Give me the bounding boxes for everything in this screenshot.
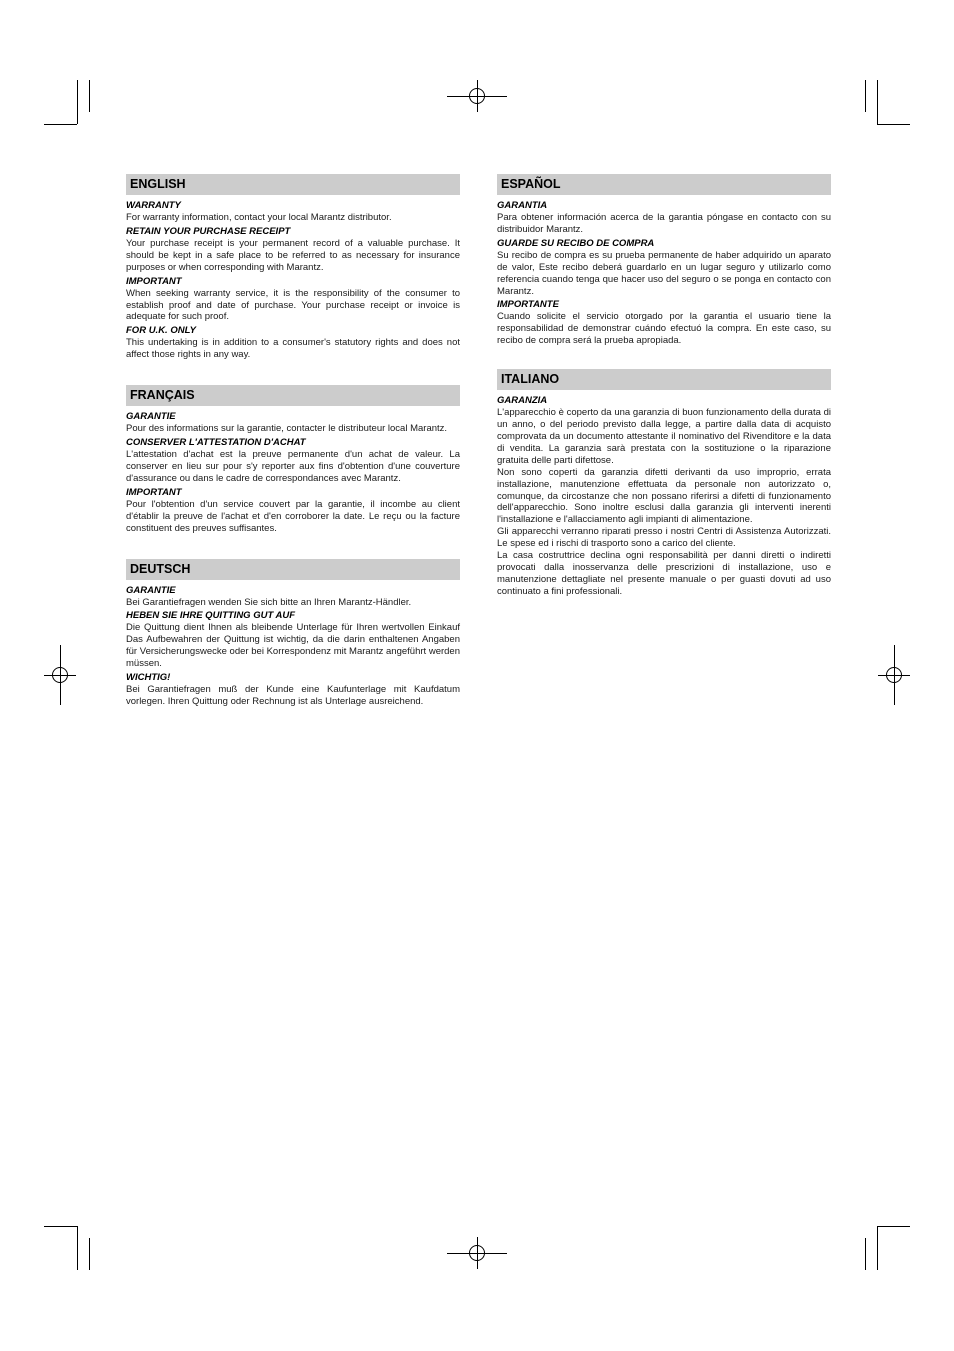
subsection-heading: IMPORTANT: [126, 275, 182, 287]
paragraph: This undertaking is in addition to a consumer's statutory rights and does not affect those rights in any way.: [126, 337, 460, 361]
paragraph: Su recibo de compra es su prueba permanente de haber adquirido un aparato de valor, Este recibo deberá guardarlo en un lugar seguro y utilizarlo como referencia cuando tenga que hacer uso del seguro o se ponga en contacto con Marantz.: [497, 249, 831, 297]
section-title: FRANÇAIS: [126, 385, 460, 406]
paragraph: Gli apparecchi verranno riparati presso i nostri Centri di Assistenza Autorizzati. Le spese ed i rischi di trasporto sono a carico del cliente.: [497, 526, 831, 550]
subsection-body: [497, 250, 831, 298]
subsection-heading: GARANTIA: [497, 200, 548, 211]
subsection-body: [126, 684, 460, 708]
subsection-heading: WARRANTY: [126, 200, 181, 211]
paragraph: Bei Garantiefragen muß der Kunde eine Kaufunterlage mit Kaufdatum vorlegen. Ihren Quittung oder Rechnung ist als Unterlage ausreichend.: [126, 684, 460, 707]
paragraph: Cuando solicite el servicio otorgado por la garantia el usuario tiene la responsabilidad de demonstrar cuándo efectuó la compra. En este caso, su recibo de compra será la prueba apropiada.: [497, 311, 831, 347]
subsection-heading: GARANZIA: [497, 395, 548, 407]
subsection-body: [497, 212, 831, 236]
subsection-body: [126, 288, 460, 324]
section-italiano: [497, 369, 831, 598]
subsection-body: [126, 238, 460, 274]
paragraph: Non sono coperti da garanzia difetti derivanti da uso improprio, errata installazione, manutenzione effettuata da personale non autorizzato o, comunque, da circostanze che non possano riferirsi a difetti di funzionamento dell'apparecchio. Sono inoltre esclusi dalla garanzia gli interventi inerenti l'installazione e l'allacciamento agli impianti di alimentazione.: [497, 466, 831, 526]
paragraph: L'attestation d'achat est la preuve permanente d'un achat de valeur. La conserver en lieu sur pour s'y reporter aux fins d'obtention d'une couverture d'assurance ou dans le cadre de correspondances avec Marantz.: [126, 449, 460, 484]
subsection-body: [126, 212, 460, 224]
subsection-heading: HEBEN SIE IHRE QUITTING GUT AUF: [126, 610, 296, 622]
section-title: ESPAÑOL: [497, 174, 831, 195]
subsection-body: [126, 337, 460, 361]
paragraph: La casa costruttrice declina ogni responsabilità per danni diretti o indiretti provocati dalla inosservanza delle prescrizioni di installazione, uso e manutenzione dettagliate nel presente manuale o per guasti dovuti ad uso continuato a fini professionali.: [497, 550, 831, 597]
section-english: [126, 174, 460, 361]
right-column: [497, 174, 831, 622]
subsection-body: [126, 449, 460, 485]
subsection-body: [126, 499, 460, 535]
paragraph: For warranty information, contact your local Marantz distributor.: [126, 212, 392, 223]
subsection-body: [497, 407, 831, 598]
subsection-heading: GARANTIE: [126, 584, 176, 596]
paragraph: Bei Garantiefragen wenden Sie sich bitte an Ihren Marantz-Händler.: [126, 596, 412, 608]
subsection-heading: GARANTIE: [126, 411, 176, 423]
paragraph: Pour des informations sur la garantie, contacter le distributeur local Marantz.: [126, 423, 448, 435]
section-title: DEUTSCH: [126, 559, 460, 580]
subsection-heading: GUARDE SU RECIBO DE COMPRA: [497, 237, 655, 249]
section-title: ITALIANO: [497, 369, 831, 390]
paragraph: Die Quittung dient Ihnen als bleibende Unterlage für Ihren wertvollen Einkauf Das Aufbewahren der Quittung ist wichtig, da die darin enthaltenen Angaben für Versicherungswecke oder bei Korrespondenz mit Marantz angeführt werden müssen.: [126, 622, 460, 670]
section-francais: [126, 385, 460, 534]
section-espanol: [497, 174, 831, 347]
subsection-body: [126, 597, 460, 609]
paragraph: Pour l'obtention d'un service couvert par la garantie, il incombe au client d'établir la preuve de l'achat et d'en corroborer la date. Le reçu ou la facture constituent des preuves suffisantes.: [126, 498, 460, 534]
left-column: [126, 174, 460, 732]
subsection-heading: RETAIN YOUR PURCHASE RECEIPT: [126, 225, 291, 237]
paragraph: Your purchase receipt is your permanent record of a valuable purchase. It should be kept in a safe place to be referred to as necessary for insurance purposes or when corresponding with Marantz.: [126, 237, 460, 273]
subsection-heading: FOR U.K. ONLY: [126, 325, 197, 337]
section-deutsch: [126, 559, 460, 708]
subsection-body: [126, 622, 460, 670]
subsection-body: [497, 311, 831, 347]
subsection-heading: IMPORTANTE: [497, 299, 559, 311]
subsection-body: [126, 423, 460, 435]
paragraph: When seeking warranty service, it is the responsibility of the consumer to establish proof and date of purchase. Your purchase receipt or invoice is adequate for such proof.: [126, 287, 460, 323]
subsection-heading: CONSERVER L'ATTESTATION D'ACHAT: [126, 437, 306, 449]
paragraph: Para obtener información acerca de la garantia póngase en contacto con su distribuidor Marantz.: [497, 212, 831, 235]
subsection-heading: WICHTIG!: [126, 672, 171, 684]
subsection-heading: IMPORTANT: [126, 486, 182, 498]
paragraph: L'apparecchio è coperto da una garanzia di buon funzionamento della durata di un anno, o del periodo previsto dalla legge, a partire dalla data di acquisto comprovata da un documento attestante il nominativo del Rivenditore e la data di vendita. La garanzia sarà prestata con la sostituzione o la riparazione gratuita delle parti difettose.: [497, 407, 831, 466]
section-title: ENGLISH: [126, 174, 460, 195]
